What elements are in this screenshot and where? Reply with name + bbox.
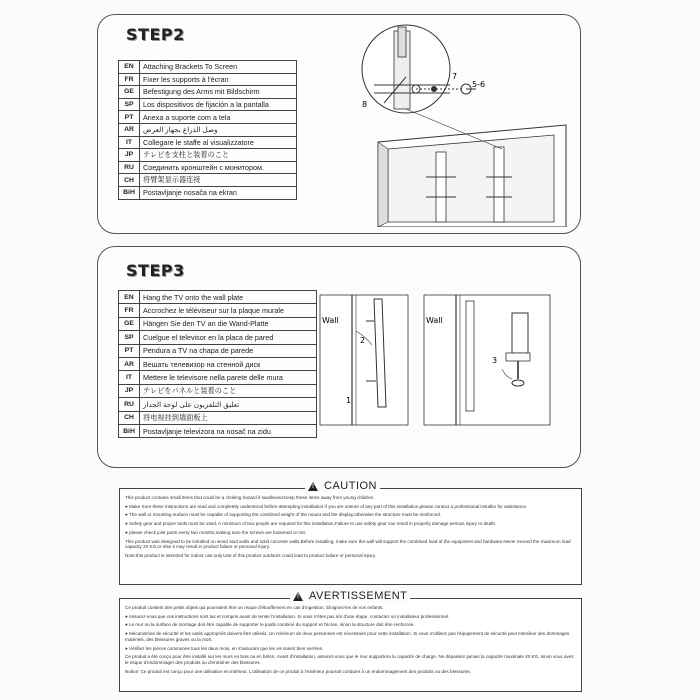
caution-p2: ● Make Sure these instructions are read and completely understood before attempting installation.If you are unsure of any part of this installation,please contact a professional installer for assistance.	[125, 503, 528, 509]
language-code: SP	[119, 98, 140, 111]
instruction-text: Cuelgue el televisor en la placa de pared	[140, 331, 317, 344]
avertissement-title: AVERTISSEMENT	[309, 590, 408, 602]
language-row	[119, 136, 297, 149]
instruction-text: Fixer les supports à l'écran	[140, 73, 297, 86]
caution-p5: ● please check joint parts every two months,making sure the screws are loosened or not.	[125, 529, 306, 535]
step2-bracket-illustration	[356, 17, 576, 227]
avert-p7: Notice: Ce produit est conçu pour une utilisation en intérieur. L'utilisation de ce produit à l'extérieur pourrait conduire à un endommagement des produits ou des blessures.	[125, 668, 471, 674]
caution-title: CAUTION	[324, 480, 377, 492]
avert-p6: Ce produit a été conçu pour être installé sur les murs en bois ou en béton. Avant d'installation, assurez-vous que le mur supportera la capacité de charge. Ne dépassez jamais la capacité maximale 20 KG, sinon vous avez le risque d'endommager des produits ou d'entraîner des blessures.	[125, 654, 574, 665]
language-row	[119, 174, 297, 187]
language-row	[119, 161, 297, 174]
caution-p7: Note:this product is intended for indoor use only.Use of this product outdoors could lead to product failure or personal injury.	[125, 552, 376, 558]
language-row	[119, 398, 317, 411]
language-code: SP	[119, 331, 140, 344]
language-row	[119, 411, 317, 424]
language-code: GE	[119, 86, 140, 99]
caution-heading	[305, 480, 380, 492]
caution-text	[125, 495, 576, 562]
callout-7: 7	[452, 72, 458, 81]
language-row	[119, 384, 317, 397]
language-row	[119, 304, 317, 317]
language-row	[119, 424, 317, 437]
language-row	[119, 73, 297, 86]
language-code: AR	[119, 357, 140, 370]
language-code: BiH	[119, 186, 140, 199]
instruction-text: Anexa a suporte com a tela	[140, 111, 297, 124]
instruction-text: وصل الذراع بجهاز العرض	[140, 123, 297, 136]
instruction-text: Attaching Brackets To Screen	[140, 61, 297, 74]
instruction-text: Mettere le televisore nella parete delle mura	[140, 371, 317, 384]
language-code: PT	[119, 344, 140, 357]
callout-5-6: 5-6	[472, 80, 486, 89]
language-code: IT	[119, 371, 140, 384]
language-row	[119, 331, 317, 344]
instruction-text: Befestigung des Arms mit Bildschirm	[140, 86, 297, 99]
avertissement-box	[119, 590, 582, 692]
language-code: JP	[119, 149, 140, 162]
caution-p4: ● Safety gear and proper tools must be used. A minimum of two people are required for this installation.Failure to use safety gear can result in properly damage,serious injury or death.	[125, 521, 497, 527]
instruction-text: Accrochez le téléviseur sur la plaque murale	[140, 304, 317, 317]
step3-language-table	[118, 290, 317, 438]
language-code: EN	[119, 291, 140, 304]
language-code: EN	[119, 61, 140, 74]
language-row	[119, 149, 297, 162]
instruction-text: Hängen Sie den TV an die Wand-Platte	[140, 317, 317, 330]
instruction-text: 将电视挂到墙面板上	[140, 411, 317, 424]
wall-label-right: Wall	[426, 316, 443, 325]
language-code: BiH	[119, 424, 140, 437]
warning-triangle-icon: !	[293, 592, 303, 601]
language-row	[119, 186, 297, 199]
step2-panel	[97, 14, 581, 234]
avert-p1: Ce produit contient des petits objets qui pourraient être un risque d'étouffement en cas d'ingestion. Eloignez-les de vos enfants.	[125, 605, 384, 610]
avert-p3: ● Le mur ou la surface de montage doit être capable de supporter le poids combiné du support et l'écran, sinon la structure doit être renforcée.	[125, 622, 415, 628]
language-code: RU	[119, 161, 140, 174]
instruction-text: 将臂架显示器连接	[140, 174, 297, 187]
instruction-text: Соединить кронштейн с монитором.	[140, 161, 297, 174]
instruction-text: Hang the TV onto the wall plate	[140, 291, 317, 304]
language-row	[119, 317, 317, 330]
wall-label-left: Wall	[322, 316, 339, 325]
avertissement-text	[125, 605, 576, 677]
step3-title: STEP3	[126, 261, 185, 280]
step3-hanging-illustration	[316, 291, 556, 451]
instruction-text: Collegare le staffe al visualizzatore	[140, 136, 297, 149]
language-row	[119, 98, 297, 111]
language-row	[119, 357, 317, 370]
caution-p1: This product contains small items that could be a choking hazard if swallowed.Keep these items away from young children.	[125, 495, 375, 500]
language-code: JP	[119, 384, 140, 397]
language-code: CH	[119, 174, 140, 187]
language-row	[119, 291, 317, 304]
language-row	[119, 111, 297, 124]
language-code: RU	[119, 398, 140, 411]
language-row	[119, 371, 317, 384]
avert-p5: ● Vérifiez les pièces communes tous les deux mois, en s'assurant que les vis soient bien serrées.	[125, 645, 324, 651]
language-code: AR	[119, 123, 140, 136]
instruction-text: Postavljanje nosača na ekran	[140, 186, 297, 199]
language-row	[119, 86, 297, 99]
caution-p6: This product was designed to be installed on wood stud walls and solid concrete walls.Before installing, make sure the wall will support the combined load of the equipment and hardware.Never exceed the maximum load capacity 20 KG,or else it may result in product failure or personal injury.	[125, 538, 571, 550]
language-code: CH	[119, 411, 140, 424]
avert-p4: ● Mécanismes de sécurité et les outils appropriés doivent être utilisés. Un minimum de deux personnes est nécessaire pour cette installation. Si vous n'utilisez pas l'équipement de sécurité peut entraîner des dommages matériels, des blessures graves ou la mort.	[125, 631, 570, 642]
step2-title: STEP2	[126, 25, 185, 44]
step2-language-table	[118, 60, 297, 200]
language-row	[119, 123, 297, 136]
instruction-text: تعليق التلفزيون على لوحة الجدار	[140, 398, 317, 411]
language-code: GE	[119, 317, 140, 330]
avert-p2: ● Assurez-vous que ces instructions sont lus et compris avant de tenter l'installation. Si vous n'êtes pas sûr d'une étape, contactez un installateur professionnel.	[125, 613, 450, 619]
callout-1: 1	[346, 396, 352, 405]
instruction-text: テレビをパネルと装着のこと	[140, 384, 317, 397]
step3-panel	[97, 246, 581, 468]
warning-triangle-icon: !	[308, 482, 318, 491]
language-code: FR	[119, 304, 140, 317]
instruction-text: Los dispositivos de fijación a la pantalla	[140, 98, 297, 111]
instruction-text: Pendura a TV na chapa de parede	[140, 344, 317, 357]
instruction-text: Вешать телевизор на стенной диск	[140, 357, 317, 370]
caution-p3: ● The wall or mounting surface must be capable of supporting the combined weight of the mount and the display,otherwise the structure must be reinforced.	[125, 512, 442, 518]
language-row	[119, 344, 317, 357]
callout-2: 2	[360, 336, 366, 345]
avertissement-heading	[290, 590, 410, 602]
language-code: PT	[119, 111, 140, 124]
instruction-text: Postavljanje televizora na nosač na zidu	[140, 424, 317, 437]
language-row	[119, 61, 297, 74]
callout-8: 8	[362, 100, 368, 109]
callout-3: 3	[492, 356, 498, 365]
language-code: IT	[119, 136, 140, 149]
caution-box	[119, 480, 582, 585]
language-code: FR	[119, 73, 140, 86]
instruction-text: テレビを支柱と装着のこと	[140, 149, 297, 162]
